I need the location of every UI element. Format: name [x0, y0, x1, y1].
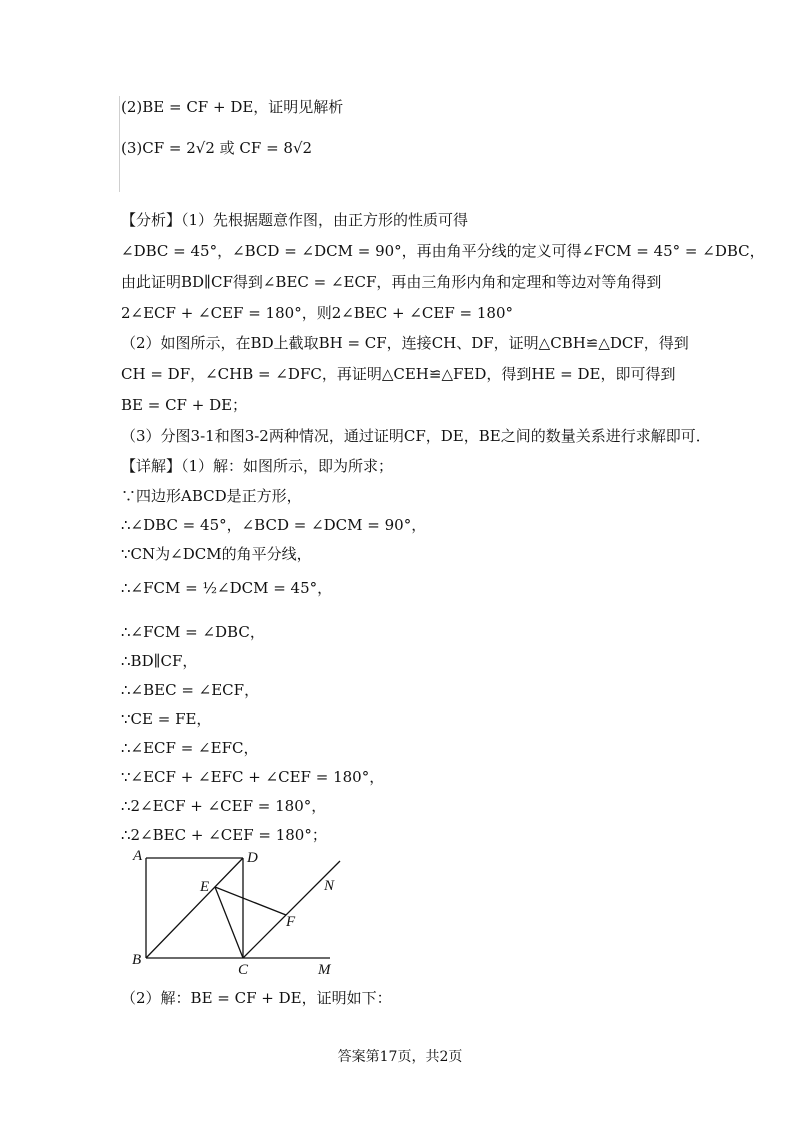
- text-line: ∴∠FCM = ∠DBC，: [121, 623, 265, 641]
- text-line: ∴∠ECF = ∠EFC，: [121, 739, 259, 757]
- text-line: ∴2∠ECF + ∠CEF = 180°，: [121, 797, 327, 815]
- text-line: ∵四边形ABCD是正方形，: [121, 487, 302, 505]
- text-line: BE = CF + DE；: [121, 396, 248, 414]
- page-footer: 答案第17页，共2页: [337, 1049, 463, 1065]
- text-line: (2)BE = CF + DE，证明见解析: [121, 98, 344, 116]
- text-line: ∴∠DBC = 45°，∠BCD = ∠DCM = 90°，: [121, 516, 427, 534]
- text-line: ∴∠BEC = ∠ECF，: [121, 681, 260, 699]
- label-F: F: [286, 914, 296, 930]
- text-line: ∵CE = FE，: [121, 710, 212, 728]
- text-line: CH = DF，∠CHB = ∠DFC，再证明△CEH≌△FED，得到HE = DE，即可得到: [121, 365, 676, 383]
- label-E: E: [200, 879, 210, 895]
- text-line: （3）分图3-1和图3-2两种情况，通过证明CF，DE，BE之间的数量关系进行求解即可．: [121, 427, 711, 445]
- text-line: （2）如图所示，在BD上截取BH = CF，连接CH、DF，证明△CBH≌△DCF，得到: [121, 334, 689, 352]
- text-line: 【分析】（1）先根据题意作图，由正方形的性质可得: [121, 211, 469, 229]
- text-line: (3)CF = 2√2 或 CF = 8√2: [121, 139, 313, 157]
- label-C: C: [238, 962, 249, 978]
- text-line: 由此证明BD∥CF得到∠BEC = ∠ECF，再由三角形内角和定理和等边对等角得到: [121, 273, 662, 291]
- label-M: M: [318, 962, 331, 978]
- text-line: ∠DBC = 45°，∠BCD = ∠DCM = 90°，再由角平分线的定义可得∠FCM = 45° = ∠DBC，: [121, 242, 765, 260]
- label-B: B: [132, 952, 142, 968]
- text-line: ∴BD∥CF，: [121, 652, 198, 670]
- label-A: A: [133, 848, 143, 864]
- text-line: （2）解：BE = CF + DE，证明如下：: [121, 989, 392, 1007]
- text-line: ∴2∠BEC + ∠CEF = 180°；: [121, 826, 327, 844]
- text-line: 2∠ECF + ∠CEF = 180°，则2∠BEC + ∠CEF = 180°: [121, 304, 513, 322]
- label-N: N: [324, 878, 335, 894]
- text-line: 【详解】（1）解：如图所示，即为所求；: [121, 457, 394, 475]
- margin-rule: [119, 96, 120, 192]
- text-line: ∵∠ECF + ∠EFC + ∠CEF = 180°，: [121, 768, 385, 786]
- text-line: ∴∠FCM = ½∠DCM = 45°，: [121, 579, 333, 597]
- label-D: D: [247, 850, 258, 866]
- square-geometry-figure: [128, 848, 358, 980]
- text-line: ∵CN为∠DCM的角平分线，: [121, 545, 312, 563]
